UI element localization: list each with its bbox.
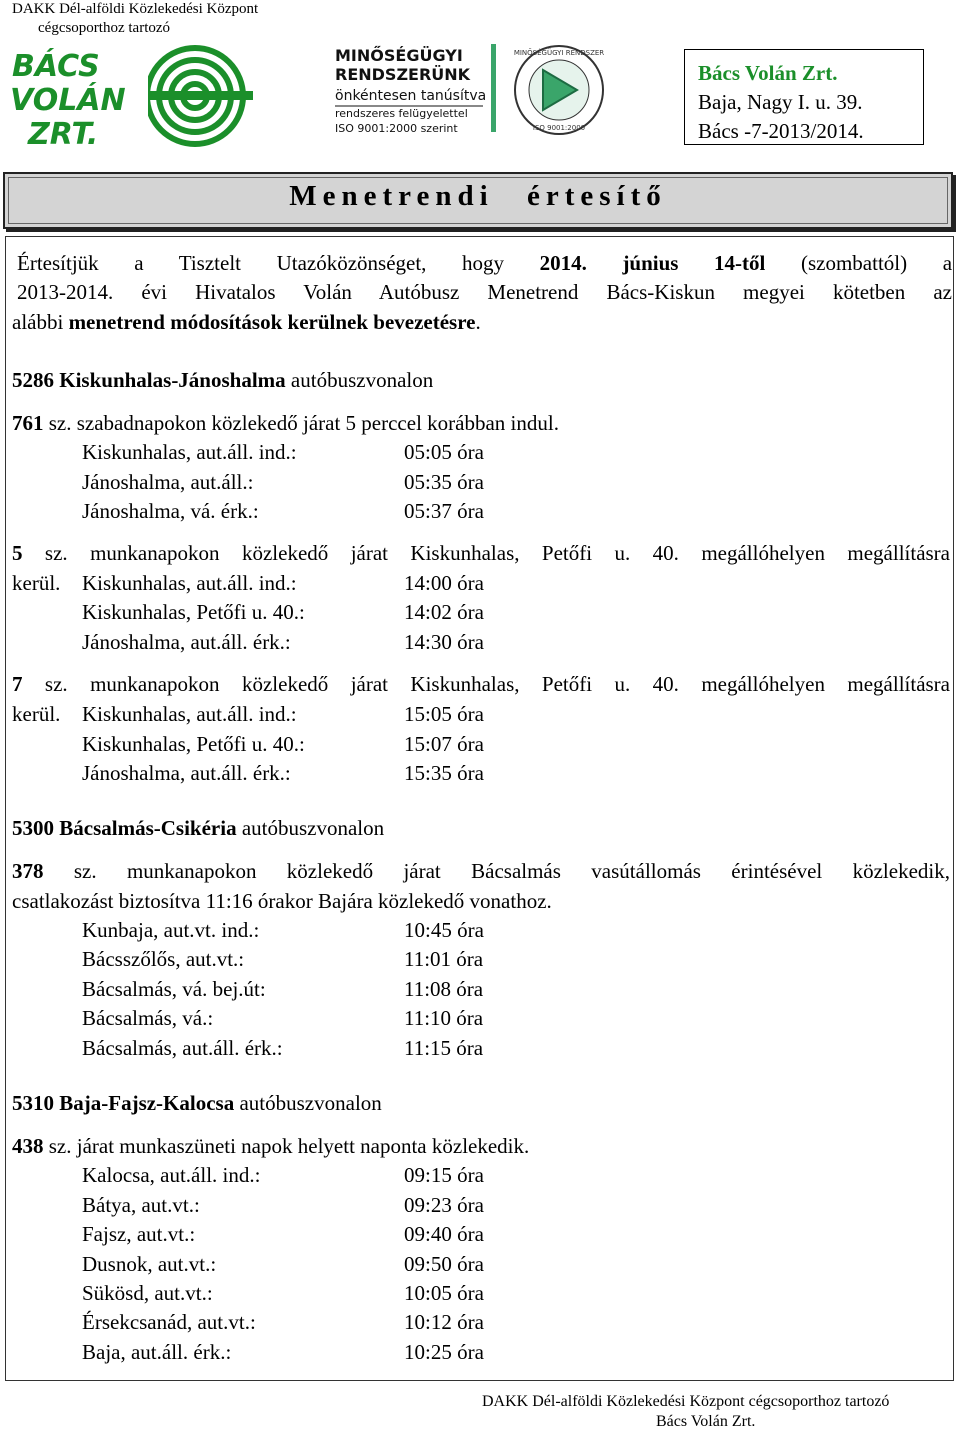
- stop-name: Kiskunhalas, aut.áll. ind.:: [82, 571, 297, 595]
- route-heading-5310: 5310 Baja-Fajsz-Kalocsa autóbuszvonalon: [12, 1091, 382, 1115]
- stop-name: Bátya, aut.vt.:: [82, 1193, 200, 1217]
- notice-body: [5, 236, 954, 1381]
- svg-text:BÁCS: BÁCS: [12, 49, 100, 84]
- footer-line-2: Bács Volán Zrt.: [656, 1413, 756, 1430]
- stop-time: 10:12 óra: [404, 1310, 484, 1334]
- stop-time: 10:25 óra: [404, 1340, 484, 1364]
- stop-name: Bácsalmás, vá.:: [82, 1006, 214, 1030]
- bacs-volan-logo: [8, 44, 253, 154]
- stop-name: Baja, aut.áll. érk.:: [82, 1340, 232, 1364]
- stop-name: Érsekcsanád, aut.vt.:: [82, 1310, 256, 1334]
- stop-name: Sükösd, aut.vt.:: [82, 1281, 213, 1305]
- trip-7-kerul: kerül.: [12, 702, 61, 726]
- svg-text:RENDSZERÜNK: RENDSZERÜNK: [335, 65, 471, 84]
- stop-name: Kiskunhalas, Petőfi u. 40.:: [82, 600, 305, 624]
- intro-line-2: 2013-2014. évi Hivatalos Volán Autóbusz Menetrend Bács-Kiskun megyei kötetben az: [17, 280, 952, 304]
- stop-time: 09:15 óra: [404, 1163, 484, 1187]
- intro-line-1: Értesítjük a Tisztelt Utazóközönséget, hogy 2014. június 14-től (szombattól) a: [17, 251, 953, 275]
- intro-line-3: alábbi menetrend módosítások kerülnek bevezetésre.: [12, 310, 481, 334]
- trip-378-description: 378 sz. munkanapokon közlekedő járat Bácsalmás vasútállomás érintésével közlekedik,: [12, 859, 950, 883]
- company-info-box: [684, 49, 924, 145]
- footer-line-1: DAKK Dél-alföldi Közlekedési Központ cégcsoporthoz tartozó: [482, 1393, 890, 1410]
- trip-761-description: 761 sz. szabadnapokon közlekedő járat 5 perccel korábban indul.: [12, 411, 559, 435]
- title-bar: [3, 172, 953, 229]
- stop-name: Kunbaja, aut.vt. ind.:: [82, 918, 260, 942]
- svg-text:ZRT.: ZRT.: [28, 117, 99, 152]
- stop-name: Kiskunhalas, aut.áll. ind.:: [82, 702, 297, 726]
- iso-certification-logo: [333, 40, 613, 140]
- stop-name: Dusnok, aut.vt.:: [82, 1252, 217, 1276]
- stop-time: 14:30 óra: [404, 630, 484, 654]
- svg-text:MINŐSÉGÜGYI: MINŐSÉGÜGYI: [335, 46, 463, 65]
- stop-time: 10:45 óra: [404, 918, 484, 942]
- stop-time: 15:35 óra: [404, 761, 484, 785]
- stop-time: 11:10 óra: [404, 1006, 484, 1030]
- stop-name: Jánoshalma, aut.áll. érk.:: [82, 630, 291, 654]
- stop-time: 14:02 óra: [404, 600, 484, 624]
- svg-text:rendszeres felügyelettel: rendszeres felügyelettel: [335, 107, 468, 120]
- stop-name: Bácsalmás, aut.áll. érk.:: [82, 1036, 283, 1060]
- stop-time: 14:00 óra: [404, 571, 484, 595]
- company-name: Bács Volán Zrt.: [698, 61, 838, 85]
- stop-name: Kiskunhalas, Petőfi u. 40.:: [82, 732, 305, 756]
- stop-name: Jánoshalma, vá. érk.:: [82, 499, 259, 523]
- trip-5-description: 5 sz. munkanapokon közlekedő járat Kiskunhalas, Petőfi u. 40. megállóhelyen megállításra: [12, 541, 950, 565]
- stop-name: Jánoshalma, aut.áll.:: [82, 470, 254, 494]
- stop-time: 09:23 óra: [404, 1193, 484, 1217]
- org-header: [12, 0, 258, 38]
- trip-7-description: 7 sz. munkanapokon közlekedő járat Kiskunhalas, Petőfi u. 40. megállóhelyen megállításra: [12, 672, 950, 696]
- stop-time: 15:05 óra: [404, 702, 484, 726]
- stop-time: 11:01 óra: [404, 947, 484, 971]
- stop-time: 05:35 óra: [404, 470, 484, 494]
- org-line-2: cégcsoporthoz tartozó: [38, 20, 171, 36]
- stop-time: 15:07 óra: [404, 732, 484, 756]
- stop-name: Jánoshalma, aut.áll. érk.:: [82, 761, 291, 785]
- route-heading-5286: 5286 Kiskunhalas-Jánoshalma autóbuszvonalon: [12, 368, 434, 392]
- stop-name: Fajsz, aut.vt.:: [82, 1222, 196, 1246]
- stop-name: Bácsszőlős, aut.vt.:: [82, 947, 245, 971]
- svg-text:MINŐSÉGÜGYI RENDSZER: MINŐSÉGÜGYI RENDSZER: [513, 49, 605, 57]
- certification-seal-icon: [514, 46, 604, 134]
- document-reference: Bács -7-2013/2014.: [698, 119, 864, 143]
- trip-5-kerul: kerül.: [12, 571, 61, 595]
- org-line-1: DAKK Dél-alföldi Közlekedési Központ: [12, 1, 259, 17]
- stop-name: Kiskunhalas, aut.áll. ind.:: [82, 440, 297, 464]
- stop-time: 05:37 óra: [404, 499, 484, 523]
- svg-text:önkéntesen tanúsítva: önkéntesen tanúsítva: [335, 88, 487, 104]
- company-address: Baja, Nagy I. u. 39.: [698, 90, 863, 114]
- route-heading-5300: 5300 Bácsalmás-Csikéria autóbuszvonalon: [12, 816, 385, 840]
- stop-time: 09:50 óra: [404, 1252, 484, 1276]
- page-title: Menetrendi értesítő: [289, 180, 667, 212]
- stop-time: 09:40 óra: [404, 1222, 484, 1246]
- stop-time: 05:05 óra: [404, 440, 484, 464]
- stop-name: Bácsalmás, vá. bej.út:: [82, 977, 266, 1001]
- svg-text:VOLÁN: VOLÁN: [10, 83, 126, 118]
- stop-name: Kalocsa, aut.áll. ind.:: [82, 1163, 261, 1187]
- stop-time: 11:15 óra: [404, 1036, 484, 1060]
- stop-time: 10:05 óra: [404, 1281, 484, 1305]
- svg-text:ISO 9001:2000: ISO 9001:2000: [532, 124, 586, 132]
- trip-378-line-2: csatlakozást biztosítva 11:16 órakor Bajára közlekedő vonathoz.: [12, 889, 552, 913]
- trip-438-description: 438 sz. járat munkaszüneti napok helyett naponta közlekedik.: [12, 1134, 530, 1158]
- svg-text:ISO 9001:2000 szerint: ISO 9001:2000 szerint: [335, 122, 458, 135]
- stop-time: 11:08 óra: [404, 977, 484, 1001]
